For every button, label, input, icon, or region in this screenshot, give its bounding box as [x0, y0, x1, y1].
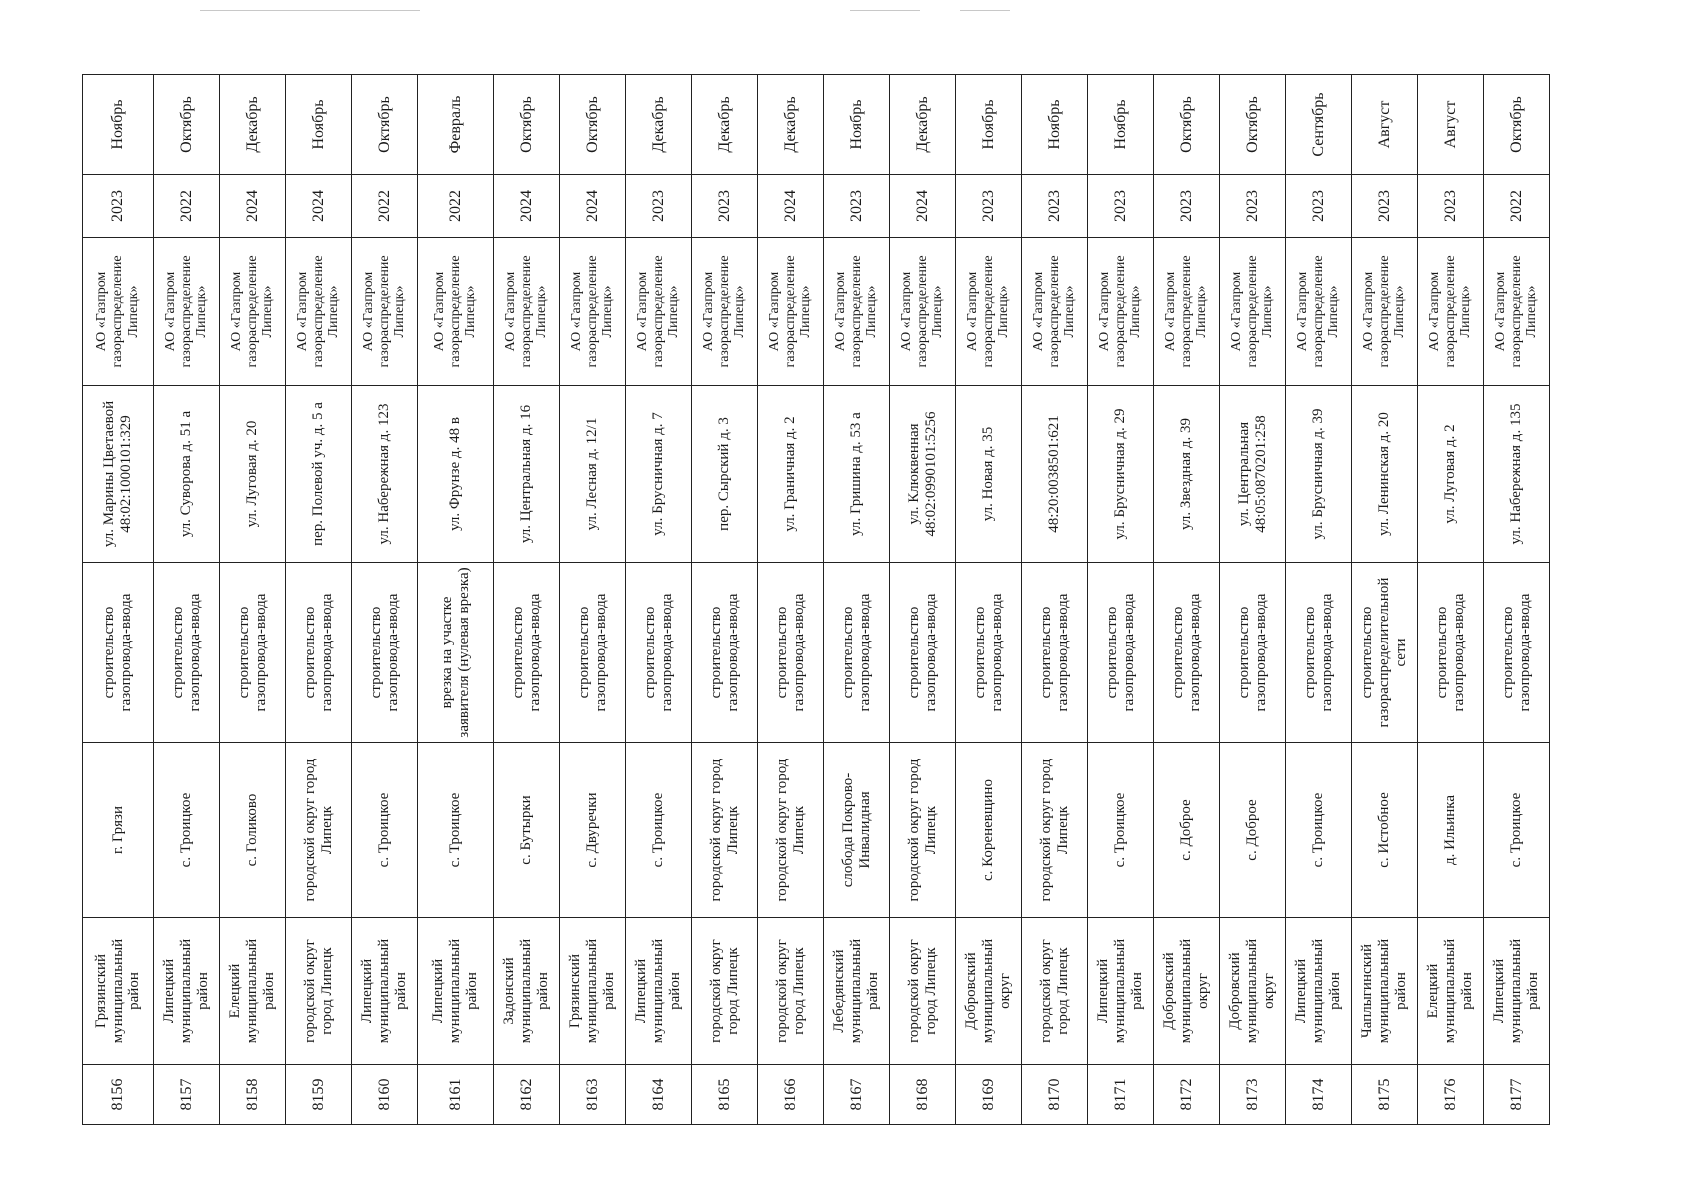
month-cell: Ноябрь [1088, 75, 1154, 175]
organization-cell: АО «Газпром газораспределение Липецк» [1088, 238, 1154, 386]
locality-cell: с. Троицкое [352, 743, 418, 918]
table-row [560, 75, 626, 1125]
district-cell: городской округ город Липецк [758, 918, 824, 1065]
table-row [890, 75, 956, 1125]
organization-cell: АО «Газпром газораспределение Липецк» [1154, 238, 1220, 386]
district-cell: Лебедянский муниципальный район [824, 918, 890, 1065]
year-cell: 2023 [1220, 175, 1286, 238]
district-cell: Липецкий муниципальный район [1484, 918, 1550, 1065]
address-cell: ул. Ленинская д. 20 [1352, 386, 1418, 563]
work-type-cell: строительство газопровода-ввода [560, 563, 626, 743]
work-type-cell: строительство газопровода-ввода [758, 563, 824, 743]
row-number: 8157 [154, 1065, 220, 1125]
table-row [1022, 75, 1088, 1125]
work-type-cell: строительство газопровода-ввода [1088, 563, 1154, 743]
year-cell: 2024 [286, 175, 352, 238]
district-cell: Липецкий муниципальный район [352, 918, 418, 1065]
row-number: 8164 [626, 1065, 692, 1125]
organization-cell: АО «Газпром газораспределение Липецк» [83, 238, 154, 386]
table-row [220, 75, 286, 1125]
table-row [692, 75, 758, 1125]
table-body [83, 75, 1550, 1125]
work-type-cell: строительство газопровода-ввода [286, 563, 352, 743]
work-type-cell: строительство газораспределительной сети [1352, 563, 1418, 743]
work-type-cell: строительство газопровода-ввода [83, 563, 154, 743]
month-cell: Октябрь [1484, 75, 1550, 175]
district-cell: Липецкий муниципальный район [1286, 918, 1352, 1065]
address-cell: ул. Набережная д. 123 [352, 386, 418, 563]
row-number: 8160 [352, 1065, 418, 1125]
address-cell: ул. Брусничная д. 29 [1088, 386, 1154, 563]
work-type-cell: строительство газопровода-ввода [1484, 563, 1550, 743]
year-cell: 2024 [560, 175, 626, 238]
year-cell: 2023 [1022, 175, 1088, 238]
locality-cell: с. Истобное [1352, 743, 1418, 918]
year-cell: 2023 [956, 175, 1022, 238]
work-type-cell: строительство газопровода-ввода [1286, 563, 1352, 743]
district-cell: Добровский муниципальный округ [956, 918, 1022, 1065]
year-cell: 2022 [418, 175, 494, 238]
address-cell: ул. Гришина д. 53 а [824, 386, 890, 563]
table-row [1352, 75, 1418, 1125]
organization-cell: АО «Газпром газораспределение Липецк» [154, 238, 220, 386]
district-cell: городской округ город Липецк [286, 918, 352, 1065]
row-number: 8170 [1022, 1065, 1088, 1125]
address-cell: ул. Фрунзе д. 48 в [418, 386, 494, 563]
work-type-cell: врезка на участке заявителя (нулевая врезка) [418, 563, 494, 743]
year-cell: 2023 [1088, 175, 1154, 238]
address-cell: ул. Новая д. 35 [956, 386, 1022, 563]
work-type-cell: строительство газопровода-ввода [956, 563, 1022, 743]
table-row [83, 75, 154, 1125]
row-number: 8163 [560, 1065, 626, 1125]
address-cell: ул. Набережная д. 135 [1484, 386, 1550, 563]
locality-cell: с. Троицкое [1088, 743, 1154, 918]
organization-cell: АО «Газпром газораспределение Липецк» [286, 238, 352, 386]
year-cell: 2023 [626, 175, 692, 238]
locality-cell: с. Троицкое [626, 743, 692, 918]
address-cell: пер. Полевой уч. д. 5 а [286, 386, 352, 563]
table-row [1088, 75, 1154, 1125]
locality-cell: с. Голиково [220, 743, 286, 918]
table-row [956, 75, 1022, 1125]
year-cell: 2022 [352, 175, 418, 238]
organization-cell: АО «Газпром газораспределение Липецк» [560, 238, 626, 386]
year-cell: 2023 [1418, 175, 1484, 238]
organization-cell: АО «Газпром газораспределение Липецк» [1484, 238, 1550, 386]
address-cell: ул. Марины Цветаевой 48:02:1000101:329 [83, 386, 154, 563]
locality-cell: д. Ильинка [1418, 743, 1484, 918]
address-cell: ул. Суворова д. 51 а [154, 386, 220, 563]
year-cell: 2024 [220, 175, 286, 238]
address-cell: ул. Центральная 48:05:0870201:258 [1220, 386, 1286, 563]
table-row [494, 75, 560, 1125]
address-cell: ул. Звездная д. 39 [1154, 386, 1220, 563]
district-cell: Чаплыгинский муниципальный район [1352, 918, 1418, 1065]
month-cell: Октябрь [494, 75, 560, 175]
address-cell: ул. Граничная д. 2 [758, 386, 824, 563]
row-number: 8165 [692, 1065, 758, 1125]
month-cell: Сентябрь [1286, 75, 1352, 175]
table-row [418, 75, 494, 1125]
row-number: 8172 [1154, 1065, 1220, 1125]
table-row [626, 75, 692, 1125]
year-cell: 2024 [758, 175, 824, 238]
address-cell: ул. Брусничная д. 39 [1286, 386, 1352, 563]
row-number: 8175 [1352, 1065, 1418, 1125]
work-type-cell: строительство газопровода-ввода [824, 563, 890, 743]
district-cell: Задонский муниципальный район [494, 918, 560, 1065]
row-number: 8159 [286, 1065, 352, 1125]
district-cell: городской округ город Липецк [692, 918, 758, 1065]
locality-cell: слобода Покрово-Инвалидная [824, 743, 890, 918]
year-cell: 2023 [824, 175, 890, 238]
locality-cell: с. Двуречки [560, 743, 626, 918]
organization-cell: АО «Газпром газораспределение Липецк» [890, 238, 956, 386]
organization-cell: АО «Газпром газораспределение Липецк» [758, 238, 824, 386]
scan-artifact-line [960, 10, 1010, 11]
table-row [1220, 75, 1286, 1125]
row-number: 8169 [956, 1065, 1022, 1125]
organization-cell: АО «Газпром газораспределение Липецк» [692, 238, 758, 386]
month-cell: Декабрь [692, 75, 758, 175]
organization-cell: АО «Газпром газораспределение Липецк» [418, 238, 494, 386]
district-cell: Елецкий муниципальный район [1418, 918, 1484, 1065]
organization-cell: АО «Газпром газораспределение Липецк» [1022, 238, 1088, 386]
month-cell: Октябрь [560, 75, 626, 175]
year-cell: 2022 [154, 175, 220, 238]
work-type-cell: строительство газопровода-ввода [1418, 563, 1484, 743]
district-cell: Липецкий муниципальный район [154, 918, 220, 1065]
work-type-cell: строительство газопровода-ввода [494, 563, 560, 743]
month-cell: Октябрь [352, 75, 418, 175]
year-cell: 2024 [890, 175, 956, 238]
address-cell: ул. Брусничная д. 7 [626, 386, 692, 563]
row-number: 8162 [494, 1065, 560, 1125]
address-cell: ул. Луговая д. 20 [220, 386, 286, 563]
work-type-cell: строительство газопровода-ввода [626, 563, 692, 743]
work-type-cell: строительство газопровода-ввода [692, 563, 758, 743]
organization-cell: АО «Газпром газораспределение Липецк» [626, 238, 692, 386]
row-number: 8177 [1484, 1065, 1550, 1125]
table-row [1418, 75, 1484, 1125]
year-cell: 2023 [1286, 175, 1352, 238]
organization-cell: АО «Газпром газораспределение Липецк» [1286, 238, 1352, 386]
work-type-cell: строительство газопровода-ввода [220, 563, 286, 743]
district-cell: Грязинский муниципальный район [560, 918, 626, 1065]
locality-cell: городской округ город Липецк [286, 743, 352, 918]
table-row [286, 75, 352, 1125]
address-cell: ул. Лесная д. 12/1 [560, 386, 626, 563]
table-row [1484, 75, 1550, 1125]
organization-cell: АО «Газпром газораспределение Липецк» [494, 238, 560, 386]
year-cell: 2023 [83, 175, 154, 238]
row-number: 8166 [758, 1065, 824, 1125]
locality-cell: г. Грязи [83, 743, 154, 918]
district-cell: городской округ город Липецк [890, 918, 956, 1065]
month-cell: Октябрь [1220, 75, 1286, 175]
district-cell: Липецкий муниципальный район [1088, 918, 1154, 1065]
address-cell: ул. Клюквенная 48:02:0990101:5256 [890, 386, 956, 563]
month-cell: Декабрь [626, 75, 692, 175]
row-number: 8173 [1220, 1065, 1286, 1125]
month-cell: Октябрь [1154, 75, 1220, 175]
year-cell: 2022 [1484, 175, 1550, 238]
district-cell: городской округ город Липецк [1022, 918, 1088, 1065]
gas-connection-table [82, 74, 1550, 1125]
row-number: 8168 [890, 1065, 956, 1125]
work-type-cell: строительство газопровода-ввода [1220, 563, 1286, 743]
locality-cell: с. Кореневщино [956, 743, 1022, 918]
scan-artifact-line [850, 10, 920, 11]
table-row [352, 75, 418, 1125]
locality-cell: с. Троицкое [1286, 743, 1352, 918]
row-number: 8156 [83, 1065, 154, 1125]
month-cell: Октябрь [154, 75, 220, 175]
locality-cell: городской округ город Липецк [1022, 743, 1088, 918]
locality-cell: с. Бутырки [494, 743, 560, 918]
locality-cell: с. Троицкое [154, 743, 220, 918]
district-cell: Добровский муниципальный округ [1154, 918, 1220, 1065]
work-type-cell: строительство газопровода-ввода [890, 563, 956, 743]
organization-cell: АО «Газпром газораспределение Липецк» [824, 238, 890, 386]
table-row [1154, 75, 1220, 1125]
year-cell: 2023 [692, 175, 758, 238]
organization-cell: АО «Газпром газораспределение Липецк» [1418, 238, 1484, 386]
year-cell: 2023 [1154, 175, 1220, 238]
row-number: 8174 [1286, 1065, 1352, 1125]
organization-cell: АО «Газпром газораспределение Липецк» [220, 238, 286, 386]
locality-cell: с. Доброе [1220, 743, 1286, 918]
organization-cell: АО «Газпром газораспределение Липецк» [1352, 238, 1418, 386]
district-cell: Елецкий муниципальный район [220, 918, 286, 1065]
month-cell: Декабрь [890, 75, 956, 175]
organization-cell: АО «Газпром газораспределение Липецк» [956, 238, 1022, 386]
row-number: 8161 [418, 1065, 494, 1125]
month-cell: Ноябрь [286, 75, 352, 175]
organization-cell: АО «Газпром газораспределение Липецк» [1220, 238, 1286, 386]
month-cell: Ноябрь [83, 75, 154, 175]
address-cell: 48:20:0038501:621 [1022, 386, 1088, 563]
month-cell: Ноябрь [956, 75, 1022, 175]
scan-artifact-line [200, 10, 420, 11]
month-cell: Ноябрь [1022, 75, 1088, 175]
organization-cell: АО «Газпром газораспределение Липецк» [352, 238, 418, 386]
district-cell: Липецкий муниципальный район [626, 918, 692, 1065]
address-cell: ул. Центральная д. 16 [494, 386, 560, 563]
district-cell: Добровский муниципальный округ [1220, 918, 1286, 1065]
locality-cell: городской округ город Липецк [758, 743, 824, 918]
district-cell: Грязинский муниципальный район [83, 918, 154, 1065]
table-row [824, 75, 890, 1125]
locality-cell: с. Троицкое [1484, 743, 1550, 918]
locality-cell: городской округ город Липецк [692, 743, 758, 918]
row-number: 8176 [1418, 1065, 1484, 1125]
address-cell: пер. Сырский д. 3 [692, 386, 758, 563]
address-cell: ул. Луговая д. 2 [1418, 386, 1484, 563]
row-number: 8171 [1088, 1065, 1154, 1125]
row-number: 8167 [824, 1065, 890, 1125]
work-type-cell: строительство газопровода-ввода [352, 563, 418, 743]
locality-cell: городской округ город Липецк [890, 743, 956, 918]
month-cell: Ноябрь [824, 75, 890, 175]
month-cell: Декабрь [220, 75, 286, 175]
work-type-cell: строительство газопровода-ввода [154, 563, 220, 743]
work-type-cell: строительство газопровода-ввода [1022, 563, 1088, 743]
table-row [758, 75, 824, 1125]
table-row [1286, 75, 1352, 1125]
month-cell: Декабрь [758, 75, 824, 175]
table-row [154, 75, 220, 1125]
locality-cell: с. Троицкое [418, 743, 494, 918]
month-cell: Август [1352, 75, 1418, 175]
month-cell: Февраль [418, 75, 494, 175]
year-cell: 2023 [1352, 175, 1418, 238]
district-cell: Липецкий муниципальный район [418, 918, 494, 1065]
year-cell: 2024 [494, 175, 560, 238]
row-number: 8158 [220, 1065, 286, 1125]
rotated-document [82, 75, 1609, 1125]
month-cell: Август [1418, 75, 1484, 175]
locality-cell: с. Доброе [1154, 743, 1220, 918]
work-type-cell: строительство газопровода-ввода [1154, 563, 1220, 743]
